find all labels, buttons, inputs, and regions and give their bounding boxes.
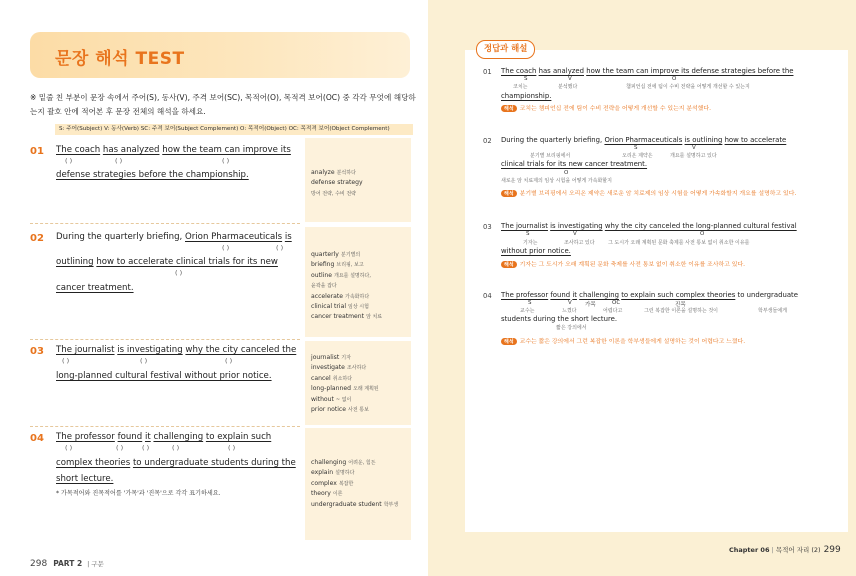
vocab-item: cancer treatment 암 치료 [311,313,383,321]
vocab-item: clinical trial 임상 시험 [311,303,369,311]
gloss: 그런 복잡한 이론을 설명하는 것이 [644,308,718,314]
answer-blank[interactable]: ( ) [142,444,150,452]
translation: 해석 교수는 짧은 강의에서 그런 복잡한 이론을 학부생들에게 설명하는 것이 어렵다고 느꼈다. [501,336,745,345]
answer-line: During the quarterly briefing, Orion Pharmaceuticals is outlining how to accelerate [501,136,787,144]
vocab-box [305,341,411,425]
gloss: 오리온 제약은 [622,153,653,159]
question-number: 04 [30,433,44,444]
answer-blank[interactable]: ( ) [175,269,183,277]
answer-line: without prior notice. [501,247,571,255]
answer-blank[interactable]: ( ) [62,357,70,365]
vocab-item: analyze 분석하다 [311,169,356,176]
question-line: long-planned cultural festival without prior notice. [56,371,272,381]
label-s: S [528,300,532,306]
question-number: 02 [30,233,44,244]
label-oc: OC [612,300,621,306]
vocab-item: 윤곽을 잡다 [311,283,337,290]
gloss: 챔피언십 전에 팀이 수비 전략을 어떻게 개선할 수 있는지 [626,84,750,90]
answer-number: 04 [483,292,492,300]
vocab-item: without ~ 없이 [311,395,352,403]
answer-number: 03 [483,223,492,231]
gloss: 그 도시가 오래 계획된 문화 축제를 사전 통보 없이 취소한 이유를 [608,240,750,246]
gloss: 코치는 [513,84,528,90]
answer-line: students during the short lecture. [501,315,618,323]
question-line: cancer treatment. [56,283,134,293]
gloss: 조사하고 있다 [564,240,595,246]
question-line: defense strategies before the championship. [56,170,249,180]
question-line: short lecture. [56,474,114,484]
vocab-item: journalist 기자 [311,354,351,361]
answer-line: The journalist is investigating why the city canceled the long-planned cultural festival [501,222,797,230]
vocab-item: accelerate 가속화하다 [311,292,370,300]
answer-blank[interactable]: ( ) [65,444,73,452]
divider [30,223,300,224]
label-v: V [568,300,572,306]
vocab-item: prior notice 사전 통보 [311,406,369,414]
vocab-item: outline 개요를 설명하다, [311,271,371,279]
gloss: 분석했다 [558,84,578,90]
instructions: ※ 밑줄 친 부분이 문장 속에서 주어(S), 동사(V), 주격 보어(SC), 목적어(O), 목적격 보어(OC) 중 각각 무엇에 해당하는지 괄호 안에 적어본 후 문장 전체의 해석을 하세요. [30,93,416,116]
question-number: 03 [30,346,44,357]
answer-blank[interactable]: ( ) [228,444,236,452]
page-footer: 298 PART 2 | 구문 [30,559,104,569]
divider [30,339,300,340]
answer-blank[interactable]: ( ) [276,244,284,252]
vocab-item: 방어 전략, 수비 전략 [311,190,356,197]
vocab-item: defense strategy [311,179,363,187]
label-v: V [568,76,572,82]
right-page [428,0,856,576]
answer-line: championship. [501,92,552,100]
answer-blank[interactable]: ( ) [222,244,230,252]
question-line: The coach has analyzed how the team can improve its [56,145,291,155]
vocab-item: quarterly 분기별의 [311,251,361,258]
translation: 해석 분기별 브리핑에서 오리온 제약은 새로운 암 치료제의 임상 시험을 어떻게 가속화할지 개요를 설명하고 있다. [501,188,796,197]
title-banner [30,32,410,78]
answer-blank[interactable]: ( ) [140,357,148,365]
gloss: 느꼈다 [562,308,577,314]
label-v: V [692,145,696,151]
answer-blank[interactable]: ( ) [65,157,73,165]
answer-blank[interactable]: ( ) [222,157,230,165]
label-s: S [526,231,530,237]
label-ga: 가목 [585,302,596,308]
vocab-item: briefing 브리핑, 보고 [311,261,364,269]
divider [30,426,300,427]
gloss: 개요를 설명하고 있다 [670,153,717,159]
page-footer: Chapter 06 | 목적어 자리 (2) 299 [729,545,841,555]
vocab-item: explain 설명하다 [311,469,355,477]
legend: S: 주어(Subject) V: 동사(Verb) SC: 주격 보어(Subject Complement) O: 목적어(Object) OC: 목적격 보어(Object Complement) [55,124,413,135]
vocab-item: theory 이론 [311,490,343,498]
answer-number: 02 [483,137,492,145]
question-line: The professor found it challenging to explain such [56,432,272,442]
gloss: 새로운 암 치료제의 임상 시험을 어떻게 가속화할지 [501,178,612,184]
gloss: 분기별 브리핑에서 [530,153,571,159]
question-line: outlining how to accelerate clinical trials for its new [56,257,278,267]
gloss: 교수는 [520,308,535,314]
vocab-box [305,227,411,337]
page-title: 문장 해석 TEST [55,49,185,69]
label-o: O [564,170,569,176]
answer-blank[interactable]: ( ) [225,357,233,365]
answer-line: The coach has analyzed how the team can improve its defense strategies before the [501,67,794,75]
vocab-item: cancel 취소하다 [311,374,353,382]
answer-blank[interactable]: ( ) [116,444,124,452]
question-number: 01 [30,146,44,157]
label-v: V [573,231,577,237]
translation: 해석 기자는 그 도시가 오래 계획된 문화 축제를 사전 통보 없이 취소한 이유를 조사하고 있다. [501,259,745,268]
vocab-item: challenging 어려운, 힘든 [311,459,376,466]
question-line: The journalist is investigating why the city canceled the [56,345,297,355]
answer-tag: 정답과 해설 [476,40,535,59]
vocab-item: undergraduate student 학부생 [311,500,399,508]
gloss: 기자는 [523,240,538,246]
question-line: complex theories to undergraduate students during the [56,458,296,468]
label-jin: 진목 [675,302,686,308]
answer-blank[interactable]: ( ) [115,157,123,165]
label-o: O [700,231,705,237]
footnote: * 가목적어와 진목적어를 '가목'과 '진목'으로 각각 표기하세요. [56,490,221,497]
answer-number: 01 [483,68,492,76]
question-line: During the quarterly briefing, Orion Pharmaceuticals is [56,232,292,242]
vocab-item: complex 복잡한 [311,479,354,487]
vocab-box [305,428,411,540]
answer-line: The professor found it challenging to explain such complex theories to undergraduate [501,291,798,299]
answer-line: clinical trials for its new cancer treatment. [501,160,648,168]
vocab-item: long-planned 오래 계획된 [311,385,379,393]
vocab-box [305,138,411,222]
label-s: S [524,76,528,82]
gloss: 어렵다고 [603,308,623,314]
translation: 해석 코치는 챔피언십 전에 팀이 수비 전략을 어떻게 개선할 수 있는지 분석했다. [501,103,711,112]
label-o: O [672,76,677,82]
vocab-item: investigate 조사하다 [311,364,367,372]
gloss: 짧은 강의에서 [556,325,587,331]
label-s: S [634,145,638,151]
gloss: 학부생들에게 [758,308,787,314]
answer-blank[interactable]: ( ) [172,444,180,452]
